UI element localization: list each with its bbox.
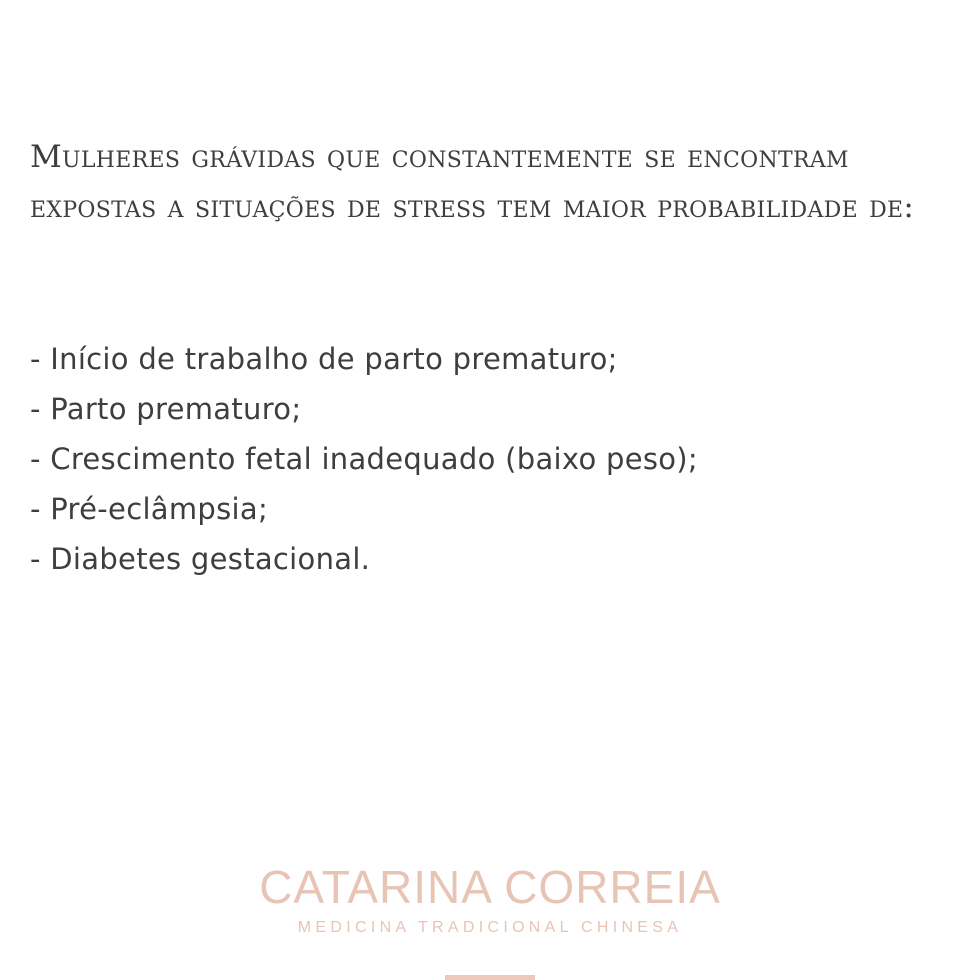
list-item: - Diabetes gestacional. xyxy=(30,542,371,576)
risk-list xyxy=(30,334,930,584)
intro-paragraph: Mulheres grávidas que constantemente se encontram expostas a situações de stress tem maior probabilidade de: xyxy=(30,139,915,225)
list-item: - Pré-eclâmpsia; xyxy=(30,492,269,526)
brand-logo xyxy=(0,862,980,938)
decorative-bar xyxy=(445,975,535,980)
brand-tagline: MEDICINA TRADICIONAL CHINESA xyxy=(297,919,683,936)
list-item: - Parto prematuro; xyxy=(30,392,302,426)
list-item: - Início de trabalho de parto prematuro; xyxy=(30,342,618,376)
brand-name: CATARINA CORREIA xyxy=(259,861,721,913)
list-item: - Crescimento fetal inadequado (baixo peso); xyxy=(30,442,698,476)
